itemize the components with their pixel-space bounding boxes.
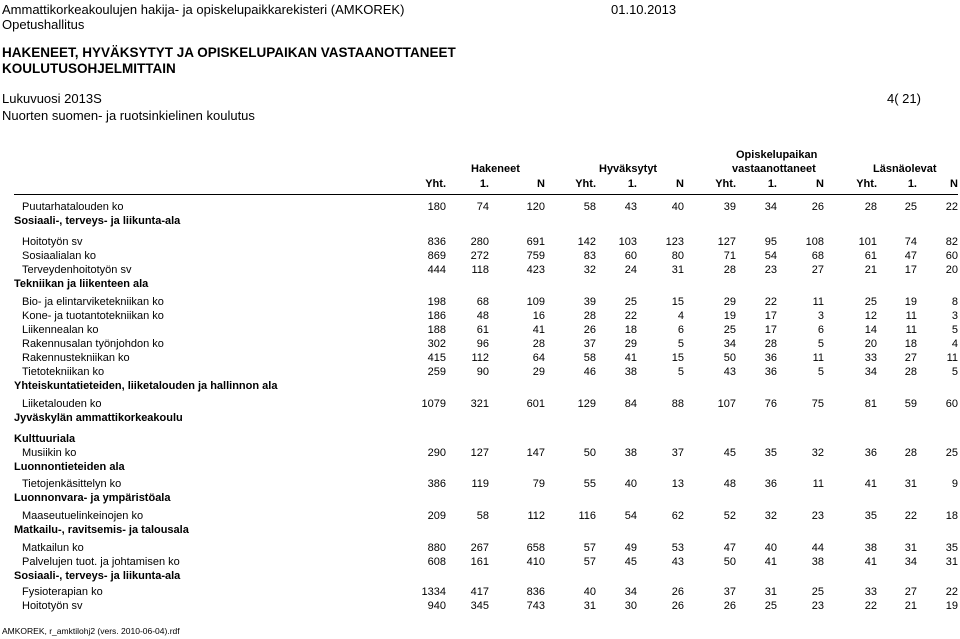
table-cell: 101 [858, 236, 877, 248]
table-cell: 52 [723, 510, 736, 522]
table-cell: 13 [671, 478, 684, 490]
table-cell: 39 [583, 296, 596, 308]
table-cell: 26 [583, 324, 596, 336]
table-cell: 3 [817, 310, 824, 322]
table-cell: 4 [951, 338, 958, 350]
table-cell: 25 [723, 324, 736, 336]
table-cell: 35 [945, 542, 958, 554]
table-cell: 47 [723, 542, 736, 554]
table-cell: 60 [945, 250, 958, 262]
table-cell: 84 [624, 398, 637, 410]
table-cell: 161 [470, 556, 489, 568]
table-cell: 21 [864, 264, 877, 276]
table-cell: 180 [427, 201, 446, 213]
table-cell: 345 [470, 600, 489, 612]
table-cell: 22 [624, 310, 637, 322]
table-cell: 17 [904, 264, 917, 276]
table-cell: 423 [526, 264, 545, 276]
table-cell: 58 [583, 201, 596, 213]
program-name: Terveydenhoitotyön sv [22, 264, 132, 276]
column-subheader: 1. [479, 178, 489, 190]
table-cell: 23 [811, 510, 824, 522]
program-name: Tietojenkäsittelyn ko [22, 478, 122, 490]
table-cell: 22 [945, 201, 958, 213]
report-issuer: Opetushallitus [2, 17, 85, 32]
column-subheader: Yht. [575, 178, 596, 190]
table-cell: 22 [864, 600, 877, 612]
table-row [0, 295, 960, 309]
table-cell: 23 [811, 600, 824, 612]
table-cell: 41 [864, 478, 877, 490]
table-cell: 74 [904, 236, 917, 248]
table-cell: 68 [476, 296, 489, 308]
table-cell: 40 [583, 586, 596, 598]
table-row [0, 323, 960, 337]
table-cell: 74 [476, 201, 489, 213]
program-name: Tietotekniikan ko [22, 366, 105, 378]
table-cell: 27 [904, 352, 917, 364]
table-cell: 34 [864, 366, 877, 378]
table-cell: 37 [723, 586, 736, 598]
table-cell: 50 [723, 352, 736, 364]
table-cell: 38 [624, 366, 637, 378]
program-name: Hoitotyön sv [22, 600, 83, 612]
table-cell: 36 [764, 478, 777, 490]
section-label: Sosiaali-, terveys- ja liikunta-ala [14, 215, 181, 227]
table-row [0, 365, 960, 379]
table-row [0, 337, 960, 351]
table-cell: 691 [526, 236, 545, 248]
table-cell: 16 [532, 310, 545, 322]
table-cell: 19 [904, 296, 917, 308]
table-cell: 4 [677, 310, 684, 322]
table-cell: 88 [671, 398, 684, 410]
section-heading [0, 214, 960, 228]
table-cell: 5 [951, 366, 958, 378]
table-cell: 31 [945, 556, 958, 568]
table-cell: 57 [583, 542, 596, 554]
table-cell: 34 [624, 586, 637, 598]
table-cell: 79 [532, 478, 545, 490]
section-heading [0, 277, 960, 291]
program-name: Matkailun ko [22, 542, 84, 554]
table-cell: 410 [526, 556, 545, 568]
table-cell: 759 [526, 250, 545, 262]
table-cell: 31 [764, 586, 777, 598]
table-cell: 290 [427, 447, 446, 459]
table-cell: 31 [904, 478, 917, 490]
table-cell: 26 [811, 201, 824, 213]
table-cell: 127 [470, 447, 489, 459]
table-cell: 21 [904, 600, 917, 612]
section-heading [0, 379, 960, 393]
column-subheader: 1. [767, 178, 777, 190]
table-cell: 29 [723, 296, 736, 308]
table-cell: 59 [904, 398, 917, 410]
table-cell: 38 [811, 556, 824, 568]
table-cell: 39 [723, 201, 736, 213]
col-group-vastaanottaneet-line1: Opiskelupaikan [736, 149, 818, 161]
table-cell: 28 [904, 366, 917, 378]
section-label: Yhteiskuntatieteiden, liiketalouden ja hallinnon ala [14, 380, 278, 392]
table-cell: 743 [526, 600, 545, 612]
table-cell: 45 [624, 556, 637, 568]
table-row [0, 397, 960, 411]
program-name: Maaseutuelinkeinojen ko [22, 510, 144, 522]
table-cell: 26 [671, 586, 684, 598]
table-cell: 35 [864, 510, 877, 522]
column-subheader: N [537, 178, 545, 190]
table-cell: 44 [811, 542, 824, 554]
table-cell: 3 [951, 310, 958, 322]
table-cell: 41 [764, 556, 777, 568]
table-row [0, 446, 960, 460]
section-label: Jyväskylän ammattikorkeakoulu [14, 412, 183, 424]
section-heading [0, 569, 960, 583]
table-cell: 61 [864, 250, 877, 262]
program-name: Puutarhatalouden ko [22, 201, 124, 213]
table-row [0, 309, 960, 323]
column-subheader: N [676, 178, 684, 190]
table-cell: 35 [764, 447, 777, 459]
table-cell: 37 [583, 338, 596, 350]
program-name: Palvelujen tuot. ja johtamisen ko [22, 556, 180, 568]
table-cell: 90 [476, 366, 489, 378]
table-cell: 32 [811, 447, 824, 459]
table-cell: 6 [677, 324, 684, 336]
program-name: Sosiaalialan ko [22, 250, 96, 262]
table-cell: 36 [764, 352, 777, 364]
column-subheader: Yht. [715, 178, 736, 190]
table-cell: 11 [905, 324, 917, 336]
table-cell: 8 [951, 296, 958, 308]
col-group-hyvaksytyt: Hyväksytyt [599, 163, 658, 175]
table-cell: 26 [723, 600, 736, 612]
table-cell: 27 [904, 586, 917, 598]
table-cell: 36 [764, 366, 777, 378]
table-cell: 55 [583, 478, 596, 490]
table-cell: 417 [470, 586, 489, 598]
table-row [0, 235, 960, 249]
table-cell: 5 [677, 338, 684, 350]
table-cell: 109 [526, 296, 545, 308]
table-cell: 11 [812, 478, 824, 490]
table-cell: 50 [723, 556, 736, 568]
table-cell: 25 [624, 296, 637, 308]
table-cell: 11 [812, 296, 824, 308]
table-cell: 96 [476, 338, 489, 350]
col-group-vastaanottaneet-line2: vastaanottaneet [732, 163, 816, 175]
table-cell: 27 [811, 264, 824, 276]
table-cell: 36 [864, 447, 877, 459]
report-term: Lukuvuosi 2013S [2, 91, 102, 106]
table-cell: 57 [583, 556, 596, 568]
table-cell: 28 [904, 447, 917, 459]
table-cell: 186 [427, 310, 446, 322]
table-cell: 29 [624, 338, 637, 350]
table-cell: 38 [864, 542, 877, 554]
table-cell: 280 [470, 236, 489, 248]
table-cell: 60 [945, 398, 958, 410]
program-name: Rakennustekniikan ko [22, 352, 130, 364]
table-cell: 47 [904, 250, 917, 262]
table-cell: 25 [764, 600, 777, 612]
section-label: Matkailu-, ravitsemis- ja talousala [14, 524, 189, 536]
table-cell: 103 [618, 236, 637, 248]
program-name: Kone- ja tuotantotekniikan ko [22, 310, 164, 322]
table-cell: 869 [427, 250, 446, 262]
table-cell: 95 [764, 236, 777, 248]
program-name: Fysioterapian ko [22, 586, 103, 598]
table-row [0, 509, 960, 523]
table-cell: 32 [764, 510, 777, 522]
table-cell: 127 [717, 236, 736, 248]
table-cell: 58 [583, 352, 596, 364]
table-cell: 123 [665, 236, 684, 248]
table-cell: 32 [583, 264, 596, 276]
table-cell: 28 [583, 310, 596, 322]
table-row [0, 477, 960, 491]
table-cell: 75 [811, 398, 824, 410]
table-cell: 18 [945, 510, 958, 522]
table-cell: 53 [671, 542, 684, 554]
program-name: Musiikin ko [22, 447, 77, 459]
table-cell: 41 [864, 556, 877, 568]
page-number: 4( 21) [887, 91, 921, 106]
table-cell: 28 [864, 201, 877, 213]
report-org: Ammattikorkeakoulujen hakija- ja opiskelupaikkarekisteri (AMKOREK) [2, 2, 405, 17]
table-cell: 25 [945, 447, 958, 459]
section-label: Kulttuuriala [14, 433, 76, 445]
table-row [0, 263, 960, 277]
table-cell: 37 [671, 447, 684, 459]
program-name: Liiketalouden ko [22, 398, 102, 410]
table-cell: 302 [427, 338, 446, 350]
column-subheader: Yht. [425, 178, 446, 190]
table-cell: 48 [476, 310, 489, 322]
table-row [0, 351, 960, 365]
table-cell: 54 [764, 250, 777, 262]
table-cell: 34 [764, 201, 777, 213]
table-cell: 6 [817, 324, 824, 336]
col-group-lasnaolevat: Läsnäolevat [873, 163, 937, 175]
table-cell: 76 [764, 398, 777, 410]
table-cell: 28 [723, 264, 736, 276]
table-cell: 415 [427, 352, 446, 364]
table-cell: 22 [904, 510, 917, 522]
table-cell: 31 [904, 542, 917, 554]
col-group-hakeneet: Hakeneet [471, 163, 520, 175]
table-cell: 658 [526, 542, 545, 554]
table-cell: 5 [817, 366, 824, 378]
table-cell: 22 [764, 296, 777, 308]
table-cell: 11 [812, 352, 824, 364]
column-subheader: 1. [627, 178, 637, 190]
table-cell: 17 [764, 310, 777, 322]
table-cell: 120 [526, 201, 545, 213]
table-cell: 22 [945, 586, 958, 598]
table-row [0, 541, 960, 555]
report-footer: AMKOREK, r_amktilohj2 (vers. 2010-06-04).rdf [2, 626, 180, 636]
table-cell: 54 [624, 510, 637, 522]
table-cell: 50 [583, 447, 596, 459]
table-cell: 11 [946, 352, 958, 364]
table-cell: 20 [945, 264, 958, 276]
table-cell: 33 [864, 352, 877, 364]
table-cell: 17 [764, 324, 777, 336]
table-cell: 40 [671, 201, 684, 213]
table-cell: 28 [764, 338, 777, 350]
table-cell: 11 [905, 310, 917, 322]
table-cell: 31 [583, 600, 596, 612]
table-cell: 836 [427, 236, 446, 248]
table-cell: 12 [864, 310, 877, 322]
table-cell: 1334 [421, 586, 446, 598]
table-cell: 9 [951, 478, 958, 490]
table-cell: 112 [527, 510, 545, 522]
table-cell: 267 [470, 542, 489, 554]
table-cell: 25 [811, 586, 824, 598]
table-cell: 82 [945, 236, 958, 248]
table-cell: 24 [624, 264, 637, 276]
table-row [0, 555, 960, 569]
table-cell: 41 [624, 352, 637, 364]
table-cell: 71 [723, 250, 736, 262]
table-cell: 272 [470, 250, 489, 262]
table-row [0, 249, 960, 263]
table-cell: 108 [805, 236, 824, 248]
table-cell: 40 [624, 478, 637, 490]
table-cell: 209 [427, 510, 446, 522]
table-cell: 68 [811, 250, 824, 262]
table-cell: 60 [624, 250, 637, 262]
table-cell: 5 [817, 338, 824, 350]
table-cell: 34 [904, 556, 917, 568]
section-label: Tekniikan ja liikenteen ala [14, 278, 149, 290]
column-subheader: N [816, 178, 824, 190]
table-cell: 386 [427, 478, 446, 490]
table-cell: 25 [864, 296, 877, 308]
table-cell: 147 [526, 447, 545, 459]
report-subtitle: Nuorten suomen- ja ruotsinkielinen koulutus [2, 108, 255, 123]
table-cell: 40 [764, 542, 777, 554]
table-cell: 1079 [421, 398, 446, 410]
program-name: Liikennealan ko [22, 324, 99, 336]
table-cell: 119 [471, 478, 489, 490]
section-label: Sosiaali-, terveys- ja liikunta-ala [14, 570, 181, 582]
table-cell: 18 [904, 338, 917, 350]
report-title: HAKENEET, HYVÄKSYTYT JA OPISKELUPAIKAN VASTAANOTTANEET [2, 45, 456, 60]
table-cell: 601 [526, 398, 545, 410]
table-cell: 444 [427, 264, 446, 276]
table-cell: 19 [945, 600, 958, 612]
table-cell: 880 [427, 542, 446, 554]
table-cell: 15 [671, 296, 684, 308]
section-heading [0, 432, 960, 446]
table-cell: 118 [471, 264, 489, 276]
table-cell: 41 [532, 324, 545, 336]
table-cell: 321 [470, 398, 489, 410]
table-cell: 81 [864, 398, 877, 410]
table-cell: 43 [671, 556, 684, 568]
column-subheader: 1. [907, 178, 917, 190]
table-cell: 30 [624, 600, 637, 612]
table-cell: 83 [583, 250, 596, 262]
program-name: Rakennusalan työnjohdon ko [22, 338, 164, 350]
section-heading [0, 523, 960, 537]
table-cell: 116 [578, 510, 596, 522]
table-row [0, 200, 960, 214]
table-cell: 46 [583, 366, 596, 378]
table-cell: 129 [577, 398, 596, 410]
table-cell: 142 [577, 236, 596, 248]
table-cell: 608 [427, 556, 446, 568]
table-cell: 34 [723, 338, 736, 350]
section-heading [0, 411, 960, 425]
table-cell: 58 [476, 510, 489, 522]
section-heading [0, 491, 960, 505]
table-cell: 5 [677, 366, 684, 378]
table-cell: 23 [764, 264, 777, 276]
table-cell: 112 [471, 352, 489, 364]
table-cell: 5 [951, 324, 958, 336]
table-row [0, 599, 960, 613]
table-cell: 31 [671, 264, 684, 276]
table-cell: 940 [427, 600, 446, 612]
report-date: 01.10.2013 [611, 2, 677, 17]
program-name: Hoitotyön sv [22, 236, 83, 248]
table-cell: 26 [671, 600, 684, 612]
table-cell: 48 [723, 478, 736, 490]
section-heading [0, 460, 960, 474]
table-cell: 15 [671, 352, 684, 364]
table-cell: 43 [624, 201, 637, 213]
table-cell: 18 [624, 324, 637, 336]
program-name: Bio- ja elintarviketekniikan ko [22, 296, 164, 308]
table-cell: 29 [532, 366, 545, 378]
table-cell: 19 [723, 310, 736, 322]
table-cell: 38 [624, 447, 637, 459]
column-subheader: Yht. [856, 178, 877, 190]
header-rule [14, 194, 958, 195]
table-cell: 14 [864, 324, 877, 336]
table-cell: 49 [624, 542, 637, 554]
table-cell: 198 [427, 296, 446, 308]
table-cell: 259 [427, 366, 446, 378]
table-cell: 836 [526, 586, 545, 598]
column-subheader: N [950, 178, 958, 190]
section-label: Luonnontieteiden ala [14, 461, 125, 473]
table-cell: 45 [723, 447, 736, 459]
table-cell: 20 [864, 338, 877, 350]
table-cell: 25 [904, 201, 917, 213]
report-title-line2: KOULUTUSOHJELMITTAIN [2, 61, 176, 76]
table-cell: 188 [427, 324, 446, 336]
table-cell: 64 [532, 352, 545, 364]
table-row [0, 585, 960, 599]
section-label: Luonnonvara- ja ympäristöala [14, 492, 171, 504]
table-cell: 28 [532, 338, 545, 350]
table-cell: 62 [671, 510, 684, 522]
table-cell: 61 [476, 324, 489, 336]
table-cell: 80 [671, 250, 684, 262]
table-cell: 107 [717, 398, 736, 410]
table-cell: 43 [723, 366, 736, 378]
table-cell: 33 [864, 586, 877, 598]
